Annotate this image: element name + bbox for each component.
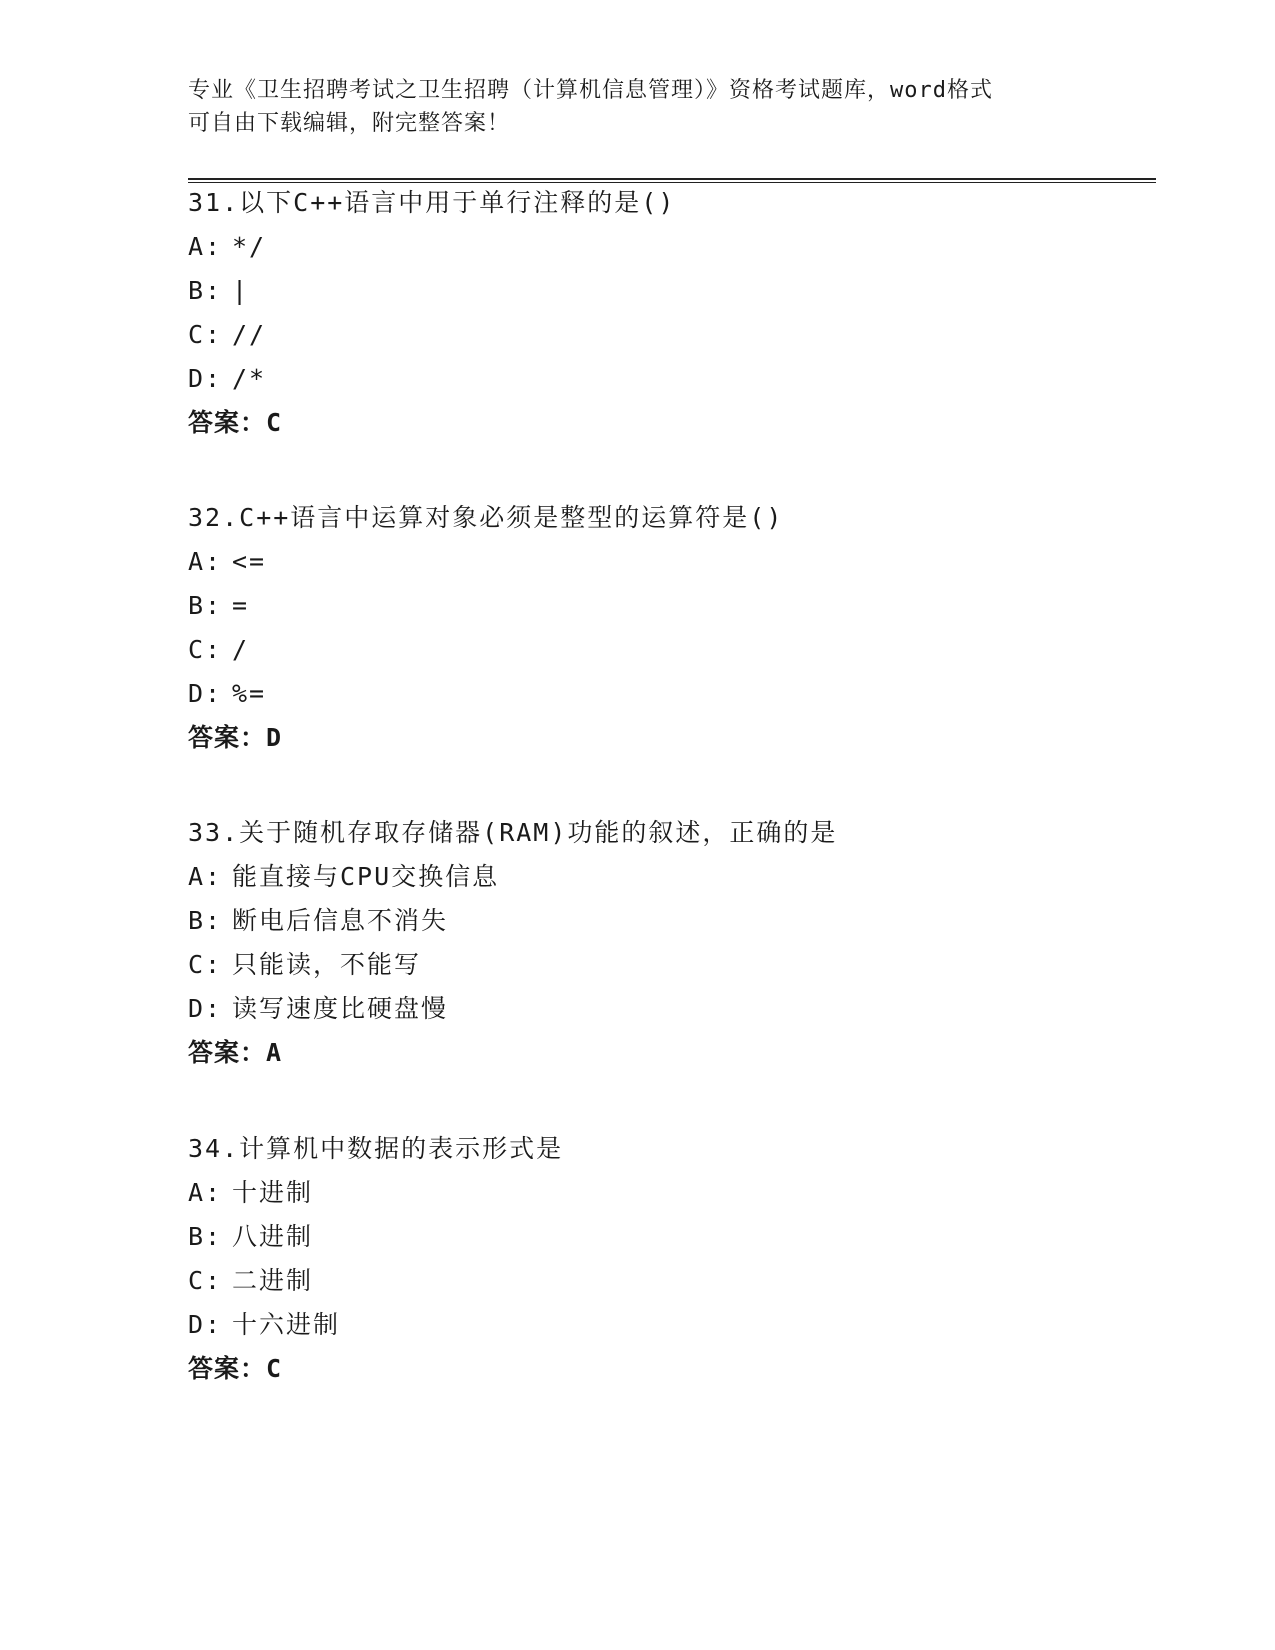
option-label: C: bbox=[188, 635, 223, 664]
option-label: D: bbox=[188, 1310, 223, 1339]
option-text: = bbox=[232, 591, 250, 620]
question-title: 34.计算机中数据的表示形式是 bbox=[188, 1134, 564, 1163]
option-d bbox=[188, 679, 266, 709]
option-label: A: bbox=[188, 547, 223, 576]
option-text: 断电后信息不消失 bbox=[232, 906, 449, 935]
option-label: D: bbox=[188, 994, 223, 1023]
option-label: A: bbox=[188, 862, 223, 891]
answer: 答案：A bbox=[188, 1038, 283, 1067]
header-divider bbox=[188, 178, 1156, 183]
option-text: 十进制 bbox=[232, 1178, 314, 1207]
option-text: 八进制 bbox=[232, 1222, 314, 1251]
option-text: 二进制 bbox=[232, 1266, 314, 1295]
option-text: */ bbox=[232, 232, 267, 261]
option-text: 只能读，不能写 bbox=[232, 950, 422, 979]
question-title: 32.C++语言中运算对象必须是整型的运算符是() bbox=[188, 503, 784, 532]
option-b bbox=[188, 906, 448, 936]
option-label: B: bbox=[188, 1222, 223, 1251]
option-b bbox=[188, 1222, 313, 1252]
option-text: /* bbox=[232, 364, 267, 393]
option-text: 读写速度比硬盘慢 bbox=[232, 994, 449, 1023]
question-title: 33.关于随机存取存储器(RAM)功能的叙述，正确的是 bbox=[188, 818, 838, 847]
option-d bbox=[188, 1310, 340, 1340]
option-d bbox=[188, 994, 448, 1024]
option-label: A: bbox=[188, 1178, 223, 1207]
option-c bbox=[188, 635, 249, 665]
option-a bbox=[188, 862, 499, 892]
question-title: 31.以下C++语言中用于单行注释的是() bbox=[188, 188, 676, 217]
option-label: D: bbox=[188, 679, 223, 708]
option-label: A: bbox=[188, 232, 223, 261]
option-label: B: bbox=[188, 276, 223, 305]
option-b bbox=[188, 276, 249, 306]
option-c bbox=[188, 950, 421, 980]
option-label: D: bbox=[188, 364, 223, 393]
option-c bbox=[188, 1266, 313, 1296]
option-text: 十六进制 bbox=[232, 1310, 341, 1339]
option-a bbox=[188, 547, 266, 577]
option-a bbox=[188, 1178, 313, 1208]
option-label: C: bbox=[188, 1266, 223, 1295]
answer: 答案：D bbox=[188, 723, 283, 752]
header-line-1: 专业《卫生招聘考试之卫生招聘（计算机信息管理）》资格考试题库，word格式 bbox=[188, 78, 993, 103]
header-line-2: 可自由下载编辑，附完整答案！ bbox=[188, 111, 511, 136]
option-c bbox=[188, 320, 266, 350]
option-label: B: bbox=[188, 591, 223, 620]
option-label: B: bbox=[188, 906, 223, 935]
option-b bbox=[188, 591, 249, 621]
option-text: | bbox=[232, 276, 250, 305]
document-header bbox=[188, 74, 1068, 140]
answer: 答案：C bbox=[188, 408, 283, 437]
option-label: C: bbox=[188, 950, 223, 979]
option-text: %= bbox=[232, 679, 267, 708]
option-d bbox=[188, 364, 266, 394]
option-a bbox=[188, 232, 266, 262]
answer: 答案：C bbox=[188, 1354, 283, 1383]
option-text: 能直接与CPU交换信息 bbox=[232, 862, 500, 891]
option-label: C: bbox=[188, 320, 223, 349]
option-text: <= bbox=[232, 547, 267, 576]
option-text: // bbox=[232, 320, 267, 349]
option-text: / bbox=[232, 635, 250, 664]
